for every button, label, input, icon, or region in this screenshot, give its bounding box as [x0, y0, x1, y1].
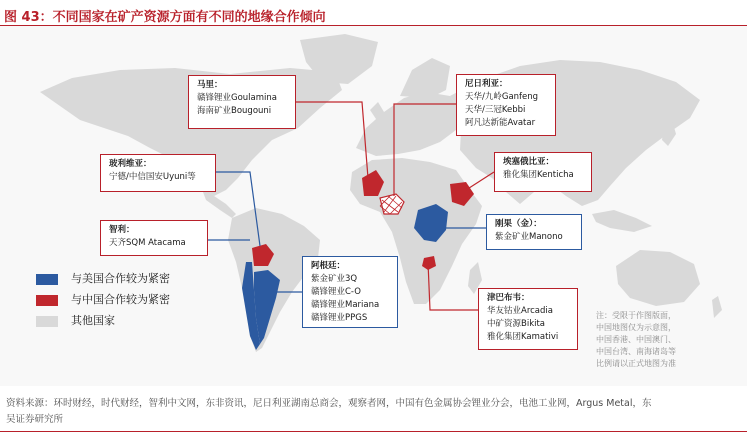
argentina-project-1: 紫金矿业3Q [311, 274, 358, 284]
note-line-2: 中国地图仅为示意图， [596, 323, 676, 332]
note-line-4: 中国台湾、南海诸岛等 [596, 347, 676, 356]
new-zealand-landmass [712, 296, 722, 318]
argentina-project-4: 赣锋锂业PPGS [311, 313, 368, 323]
mali-project-1: 赣锋锂业Goulamina [197, 93, 277, 103]
note-line-3: 中国香港、中国澳门、 [596, 335, 676, 344]
map-note [596, 310, 708, 370]
drc-project-1: 紫金矿业Manono [495, 232, 563, 242]
nigeria-project-3: 阿凡达新能Avatar [465, 118, 536, 128]
southeast-asia-islands [592, 210, 652, 232]
drc-country-name: 刚果（金）： [495, 219, 542, 229]
argentina-project-3: 赣锋锂业Mariana [311, 300, 380, 310]
note-line-5: 比例请以正式地图为准 [596, 359, 676, 368]
chile-callout [100, 220, 208, 256]
chile-project-1: 天齐SQM Atacama [109, 238, 186, 248]
legend-swatch-us [36, 274, 58, 285]
legend-label-us: 与美国合作较为紧密 [71, 272, 170, 285]
australia-landmass [616, 250, 700, 306]
legend-label-other: 其他国家 [71, 314, 115, 327]
nigeria-callout [456, 74, 556, 136]
footer-rule [0, 431, 747, 432]
ethiopia-country-name: 埃塞俄比亚： [503, 157, 555, 167]
mali-project-2: 海南矿业Bougouni [197, 106, 272, 116]
note-line-1: 注：受限于作图版面， [596, 311, 676, 320]
nigeria-project-1: 天华/九岭Ganfeng [465, 92, 539, 102]
argentina-project-2: 赣锋锂业C-O [311, 287, 361, 297]
zimbabwe-project-2: 中矿资源Bikita [487, 319, 546, 329]
mali-callout [188, 75, 296, 129]
scandinavia-landmass [400, 58, 450, 98]
zimbabwe-project-3: 雅化集团Kamativi [487, 332, 559, 342]
chile-country-name: 智利： [109, 225, 135, 235]
europe-landmass [356, 92, 462, 156]
source-line-1: 资料来源：环时财经，时代财经，智利中文网，东非资讯，尼日利亚湖南总商会，观察者网，中国有色金属协会锂业分会，电池工业网，Argus Metal，东 [6, 398, 652, 409]
zimbabwe-project-1: 华友钴业Arcadia [487, 306, 553, 316]
nigeria-country-name: 尼日利亚： [465, 79, 508, 89]
source-citation [6, 396, 746, 428]
bolivia-callout [100, 154, 216, 192]
argentina-callout [302, 256, 398, 328]
source-line-2: 吴证券研究所 [6, 414, 64, 425]
bolivia-country-name: 玻利维亚： [109, 159, 152, 169]
ethiopia-leader-line [466, 172, 494, 190]
drc-callout [486, 214, 582, 250]
nigeria-project-2: 天华/三冠Kebbi [465, 105, 526, 115]
legend-label-china: 与中国合作较为紧密 [71, 293, 170, 306]
mali-country-name: 马里： [197, 80, 223, 90]
figure-title: 图 43：不同国家在矿产资源方面有不同的地缘合作倾向 [4, 10, 326, 25]
legend-swatch-china [36, 295, 58, 306]
zimbabwe-callout [478, 288, 578, 350]
ethiopia-callout [494, 152, 592, 192]
ethiopia-project-1: 雅化集团Kenticha [503, 170, 574, 180]
bolivia-project-1: 宁德/中信国安Uyuni等 [109, 172, 196, 182]
argentina-country-name: 阿根廷： [311, 261, 346, 271]
zimbabwe-country-name: 津巴布韦： [487, 293, 530, 303]
legend-swatch-other [36, 316, 58, 327]
